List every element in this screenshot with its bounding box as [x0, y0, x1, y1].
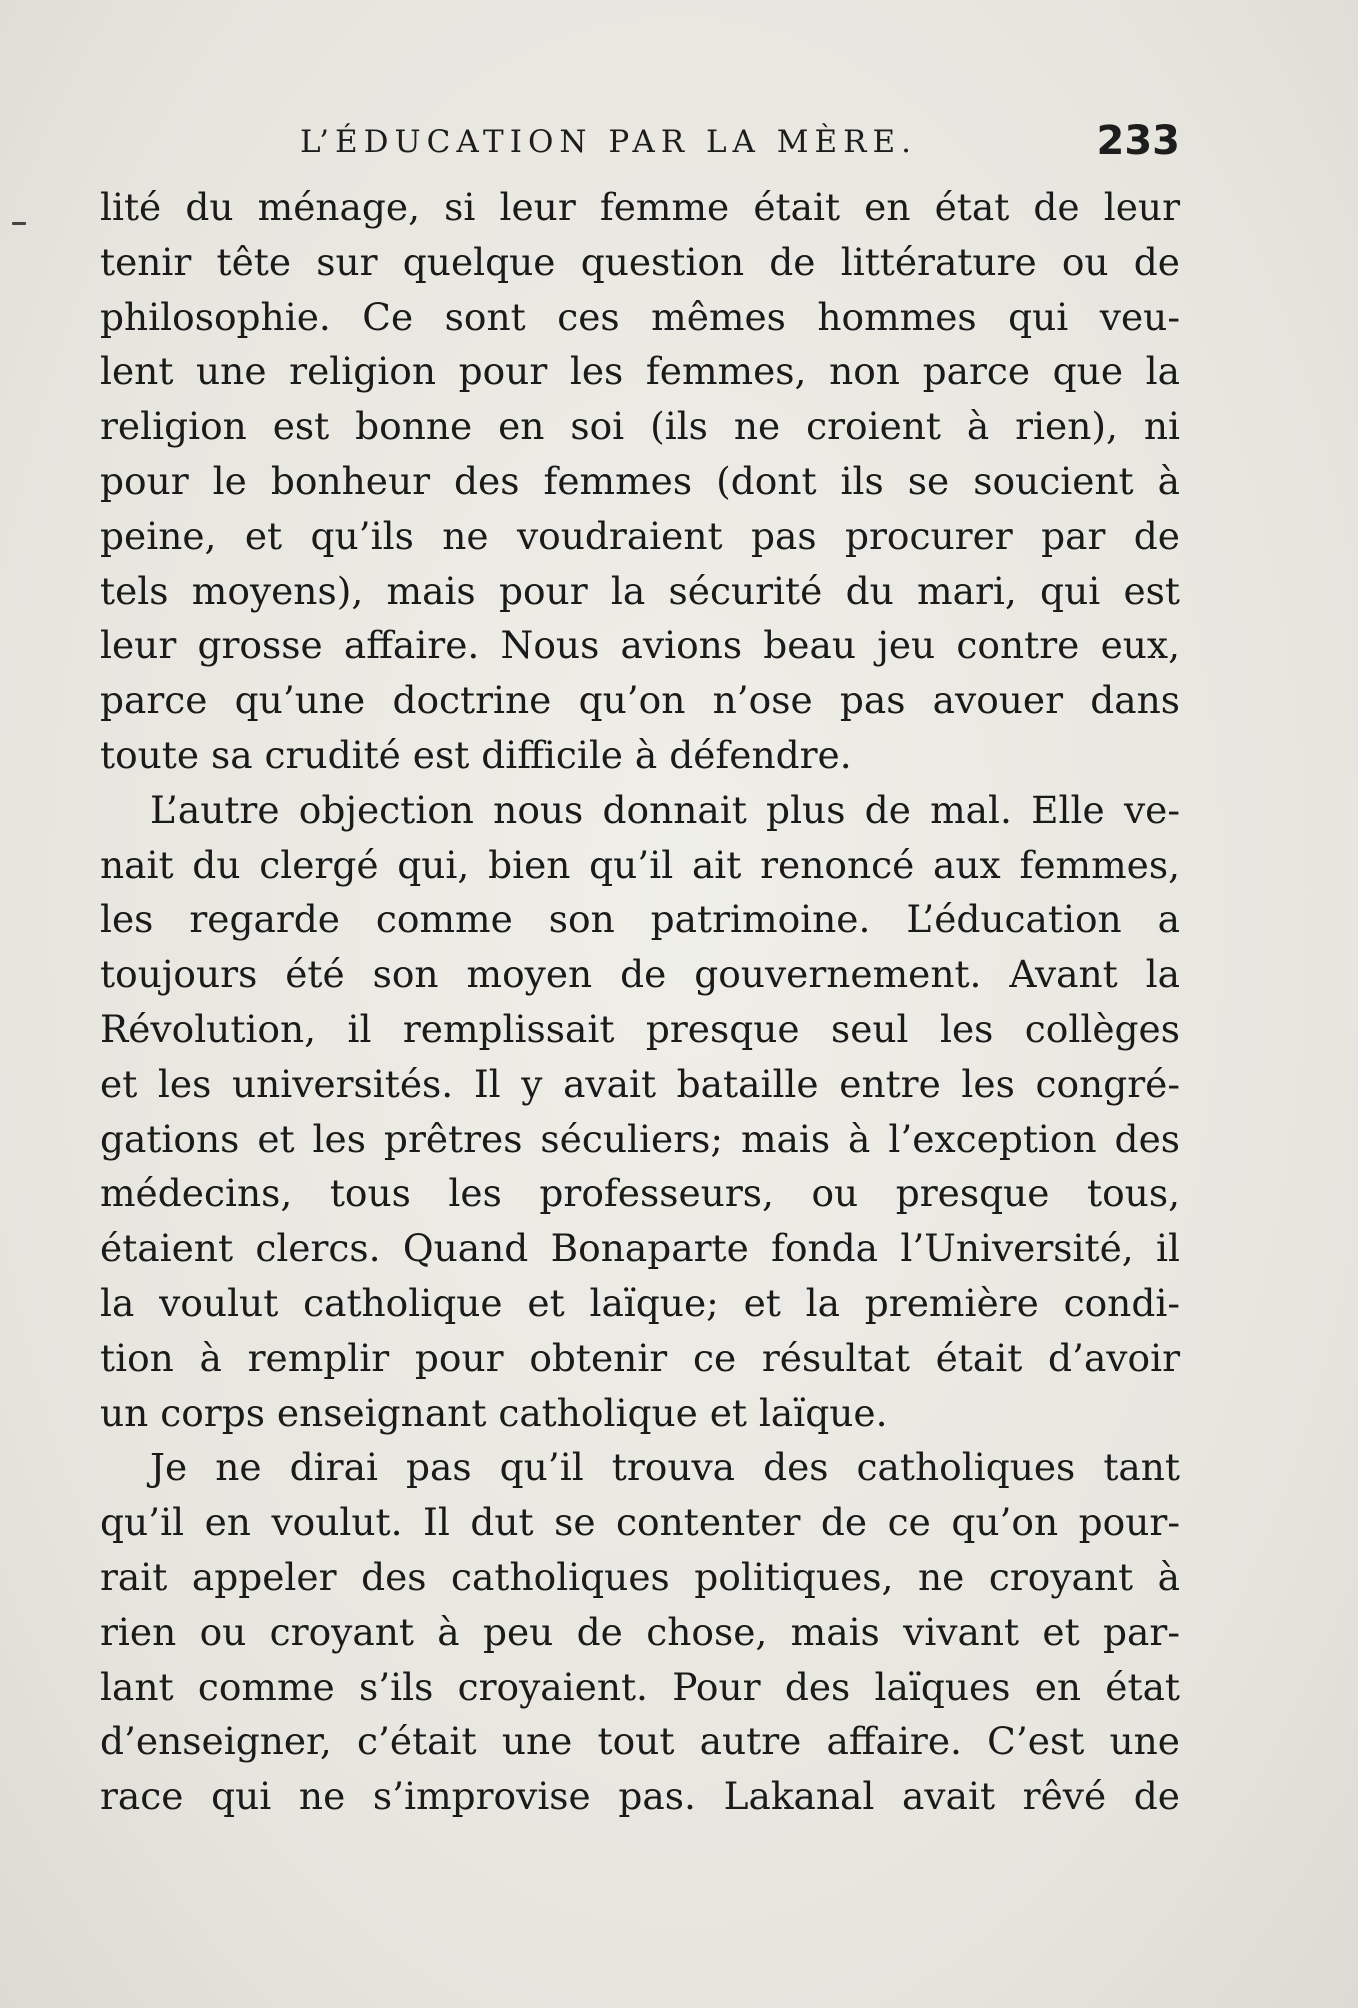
text-line: rien ou croyant à peu de chose, mais vivant et par- [100, 1609, 1180, 1654]
text-line: la voulut catholique et laïque; et la première condi- [100, 1280, 1180, 1325]
text-line: médecins, tous les professeurs, ou presque tous, [100, 1171, 1180, 1216]
text-line: lent une religion pour les femmes, non parce que la [100, 349, 1180, 394]
text-line: Je ne dirai pas qu’il trouva des catholiques tant [150, 1445, 1180, 1490]
text-line: religion est bonne en soi (ils ne croient à rien), ni [100, 404, 1180, 449]
margin-mark [12, 222, 26, 225]
text-line: un corps enseignant catholique et laïque. [100, 1390, 888, 1435]
text-line: rait appeler des catholiques politiques, ne croyant à [100, 1554, 1180, 1599]
text-line: toute sa crudité est difficile à défendre. [100, 732, 852, 777]
text-line: toujours été son moyen de gouvernement. Avant la [100, 952, 1180, 997]
text-line: tels moyens), mais pour la sécurité du mari, qui est [100, 568, 1180, 613]
text-line: tion à remplir pour obtenir ce résultat était d’avoir [100, 1335, 1180, 1380]
text-line: parce qu’une doctrine qu’on n’ose pas avouer dans [100, 678, 1180, 723]
text-line: gations et les prêtres séculiers; mais à l’exception des [100, 1116, 1180, 1161]
text-line: race qui ne s’improvise pas. Lakanal avait rêvé de [100, 1774, 1180, 1819]
text-line: les regarde comme son patrimoine. L’éducation a [100, 897, 1180, 942]
text-line: Révolution, il remplissait presque seul les collèges [100, 1006, 1180, 1051]
text-line: philosophie. Ce sont ces mêmes hommes qui veu- [100, 294, 1180, 339]
text-line: lité du ménage, si leur femme était en état de leur [100, 185, 1180, 229]
text-line: peine, et qu’ils ne voudraient pas procurer par de [100, 513, 1180, 558]
body-text [100, 180, 1180, 1824]
page-header [100, 118, 1180, 174]
text-line: nait du clergé qui, bien qu’il ait renoncé aux femmes, [100, 842, 1180, 887]
text-line: lant comme s’ils croyaient. Pour des laïques en état [100, 1664, 1180, 1709]
running-title: L’ÉDUCATION PAR LA MÈRE. [300, 124, 917, 160]
text-line: d’enseigner, c’était une tout autre affaire. C’est une [100, 1719, 1180, 1764]
text-line: pour le bonheur des femmes (dont ils se soucient à [100, 458, 1180, 503]
text-line: étaient clercs. Quand Bonaparte fonda l’Université, il [100, 1226, 1180, 1271]
text-line: leur grosse affaire. Nous avions beau jeu contre eux, [100, 623, 1180, 668]
text-line: L’autre objection nous donnait plus de mal. Elle ve- [150, 787, 1180, 832]
text-line: et les universités. Il y avait bataille entre les congré- [100, 1061, 1180, 1106]
text-line: qu’il en voulut. Il dut se contenter de ce qu’on pour- [100, 1500, 1180, 1545]
page-number: 233 [1096, 118, 1180, 164]
text-line: tenir tête sur quelque question de littérature ou de [100, 239, 1180, 284]
